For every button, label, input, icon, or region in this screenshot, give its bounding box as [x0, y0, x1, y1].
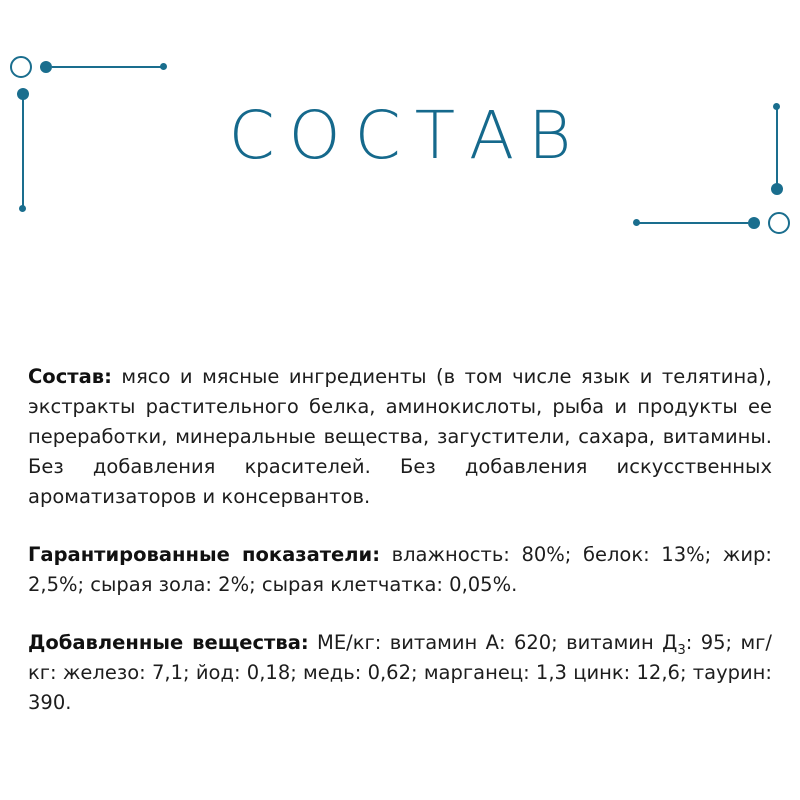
- composition-content: [28, 362, 772, 718]
- section-composition-label: Состав:: [28, 365, 112, 388]
- ring-outline-icon: [10, 56, 32, 78]
- dot-icon: [771, 183, 783, 195]
- dot-small-icon: [160, 63, 167, 70]
- section-added-substances-text-before: МЕ/кг: витамин А: 620; витамин Д: [308, 631, 678, 654]
- section-added-substances-label: Добавленные вещества:: [28, 631, 309, 654]
- dot-icon: [40, 61, 52, 73]
- vitamin-d-subscript: 3: [677, 642, 686, 658]
- horizontal-rule-decoration: [638, 222, 748, 225]
- section-guaranteed-indicators-text: влажность: 80%; белок: 13%; жир: 2,5%; сырая зола: 2%; сырая клетчатка: 0,05%.: [28, 543, 772, 596]
- section-guaranteed-indicators-label: Гарантированные показатели:: [28, 543, 380, 566]
- dot-icon: [17, 88, 29, 100]
- section-composition-text: мясо и мясные ингредиенты (в том числе язык и телятина), экстракты растительного белка, аминокислоты, рыба и продукты ее переработки, минеральные вещества, загустители, сахара, витамины. Без добавления красителей. Без добавления искусственных ароматизаторов и консервантов.: [28, 365, 772, 508]
- section-guaranteed-indicators: [28, 540, 772, 600]
- section-added-substances-text-after: : 95; мг/кг: железо: 7,1; йод: 0,18; медь: 0,62; марганец: 1,3 цинк: 12,6; таурин: 390.: [28, 631, 772, 714]
- section-composition: [28, 362, 772, 512]
- dot-icon: [748, 217, 760, 229]
- page-title: СОСТАВ: [228, 97, 586, 174]
- section-added-substances: [28, 628, 772, 718]
- horizontal-rule-decoration: [52, 66, 162, 69]
- ring-outline-icon: [768, 212, 790, 234]
- dot-small-icon: [19, 205, 26, 212]
- dot-small-icon: [633, 219, 640, 226]
